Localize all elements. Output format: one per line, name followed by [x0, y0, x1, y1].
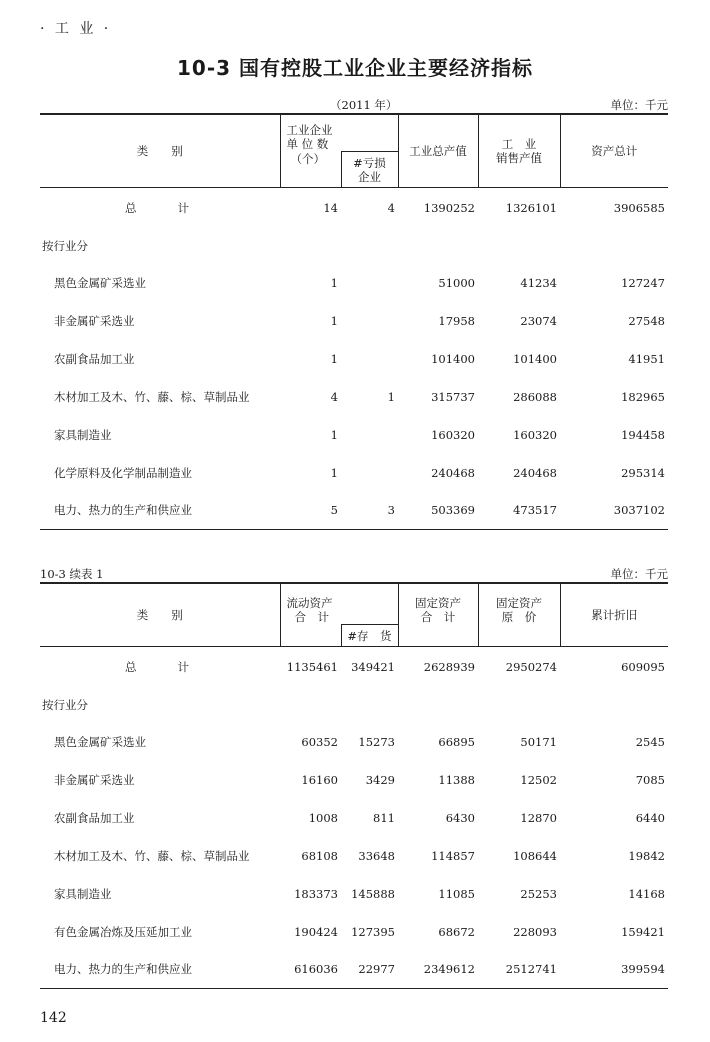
t2-fixed_orig-cell: 12502 [520, 772, 557, 787]
t2-current-cell: 190424 [294, 924, 338, 939]
unit-label: 单位：千元 [610, 98, 668, 112]
t1-gross-cell: 315737 [431, 389, 475, 404]
t1-sales-cell: 473517 [478, 492, 560, 530]
t1-loss-cell [341, 340, 398, 378]
group-row-2 [40, 687, 668, 723]
header-sales-output [478, 114, 560, 188]
page-title: 10-3 国有控股工业企业主要经济指标 [176, 56, 533, 80]
t2-depr-cell: 2545 [635, 734, 665, 749]
industry-name: 木材加工及木、竹、藤、棕、草制品业 [54, 389, 250, 404]
total-row-2 [40, 647, 668, 687]
table-row [40, 416, 668, 454]
t2-fixed_orig-cell: 2512741 [478, 951, 560, 989]
t2-inventory-cell: 22977 [341, 951, 398, 989]
t1-units-cell: 1 [330, 351, 338, 366]
total-inventory: 349421 [351, 659, 395, 674]
t1-units-cell: 1 [330, 427, 338, 442]
continuation-caption: 10-3 续表 1 [40, 567, 104, 581]
t1-loss-cell [341, 454, 398, 492]
header-fixed-total [398, 583, 478, 647]
t2-depr-cell: 6440 [635, 810, 665, 825]
header-fixed-original [478, 583, 560, 647]
industry-name: 电力、热力的生产和供应业 [40, 492, 280, 530]
header-loss-line1: #亏损 [353, 155, 386, 170]
table-row [40, 837, 668, 875]
header-inventory: #存 货 [341, 625, 398, 647]
group-row [40, 228, 668, 264]
industry-name: 木材加工及木、竹、藤、棕、草制品业 [54, 848, 250, 863]
t2-inventory-cell: 127395 [351, 924, 395, 939]
header-depreciation: 累计折旧 [560, 583, 668, 647]
total-row [40, 188, 668, 228]
industry-name: 家具制造业 [54, 886, 112, 901]
t1-assets-cell: 27548 [628, 313, 665, 328]
t2-depr-cell: 19842 [628, 848, 665, 863]
t1-loss-cell: 1 [387, 389, 395, 404]
total-loss: 4 [387, 200, 395, 215]
table-row [40, 340, 668, 378]
t2-fixed_orig-cell: 228093 [513, 924, 557, 939]
industry-name: 有色金属冶炼及压延加工业 [54, 924, 192, 939]
header-fixed-orig-line2: 原 价 [501, 610, 537, 624]
industry-name: 家具制造业 [54, 427, 112, 442]
t2-fixed_orig-cell: 50171 [520, 734, 557, 749]
total-fixed-total: 2628939 [423, 659, 475, 674]
t2-current-cell: 68108 [301, 848, 338, 863]
t1-sales-cell: 101400 [513, 351, 557, 366]
industry-name: 化学原料及化学制品制造业 [54, 465, 192, 480]
t2-depr-cell: 159421 [621, 924, 665, 939]
header-fixed-total-line2: 合 计 [420, 610, 456, 624]
t1-assets-cell: 41951 [628, 351, 665, 366]
group-label-2: 按行业分 [42, 697, 88, 712]
t1-assets-cell: 3037102 [560, 492, 668, 530]
t1-gross-cell: 503369 [398, 492, 478, 530]
continuation-table [40, 582, 668, 989]
table-row [40, 264, 668, 302]
t2-fixed_total-cell: 68672 [438, 924, 475, 939]
t2-depr-cell: 14168 [628, 886, 665, 901]
header-category: 类 别 [40, 114, 280, 188]
t2-fixed_total-cell: 11388 [438, 772, 475, 787]
total-units: 14 [323, 200, 338, 215]
t2-fixed_orig-cell: 108644 [513, 848, 557, 863]
industry-name: 非金属矿采选业 [54, 772, 135, 787]
t1-assets-cell: 182965 [621, 389, 665, 404]
t1-loss-cell [341, 416, 398, 454]
industry-name: 黑色金属矿采选业 [54, 734, 146, 749]
table-row [40, 492, 668, 530]
group-label: 按行业分 [42, 238, 88, 253]
unit-label-2: 单位：千元 [610, 567, 668, 581]
table-row [40, 723, 668, 761]
table-row [40, 951, 668, 989]
t2-depr-cell: 7085 [635, 772, 665, 787]
header-current-assets [280, 583, 398, 625]
t2-current-cell: 616036 [280, 951, 341, 989]
t1-units-cell: 4 [330, 389, 338, 404]
t1-gross-cell: 240468 [431, 465, 475, 480]
t2-fixed_orig-cell: 25253 [520, 886, 557, 901]
t1-units-cell: 1 [330, 313, 338, 328]
t2-inventory-cell: 3429 [365, 772, 395, 787]
t2-current-cell: 60352 [301, 734, 338, 749]
header-total-assets: 资产总计 [560, 114, 668, 188]
header-current-spacer [280, 625, 341, 647]
t1-sales-cell: 160320 [513, 427, 557, 442]
t1-gross-cell: 17958 [438, 313, 475, 328]
header-loss-line2: 企业 [358, 169, 381, 184]
table-row [40, 875, 668, 913]
total-fixed-original: 2950274 [505, 659, 557, 674]
header-sales-line1: 工 业 [501, 137, 537, 151]
total-label-2: 总 计 [125, 659, 195, 674]
total-gross: 1390252 [423, 200, 475, 215]
header-fixed-total-line1: 固定资产 [415, 596, 461, 610]
t1-assets-cell: 127247 [621, 275, 665, 290]
t1-assets-cell: 295314 [621, 465, 665, 480]
total-assets: 3906585 [613, 200, 665, 215]
header-sales-line2: 销售产值 [496, 151, 542, 165]
year-note: （2011 年） [330, 98, 398, 112]
industry-name: 电力、热力的生产和供应业 [40, 951, 280, 989]
header-loss-enterprises [341, 152, 398, 188]
t2-depr-cell: 399594 [560, 951, 668, 989]
industry-name: 非金属矿采选业 [54, 313, 135, 328]
header-units [280, 114, 398, 152]
t2-current-cell: 1008 [308, 810, 338, 825]
t2-fixed_total-cell: 11085 [438, 886, 475, 901]
t2-fixed_total-cell: 66895 [438, 734, 475, 749]
t1-units-cell: 1 [330, 275, 338, 290]
table-row [40, 378, 668, 416]
t2-current-cell: 16160 [301, 772, 338, 787]
header-current-line1: 流动资产 [286, 596, 333, 610]
industry-name: 黑色金属矿采选业 [54, 275, 146, 290]
t1-gross-cell: 160320 [431, 427, 475, 442]
section-header: · 工 业 · [40, 21, 112, 37]
t2-fixed_total-cell: 114857 [431, 848, 475, 863]
header-gross-output: 工业总产值 [398, 114, 478, 188]
page-number: 142 [40, 1010, 67, 1026]
t1-units-cell: 1 [330, 465, 338, 480]
t1-gross-cell: 51000 [438, 275, 475, 290]
industry-name: 农副食品加工业 [54, 351, 135, 366]
t1-loss-cell [341, 302, 398, 340]
t1-assets-cell: 194458 [621, 427, 665, 442]
t1-loss-cell: 3 [341, 492, 398, 530]
header-fixed-orig-line1: 固定资产 [496, 596, 542, 610]
table-row [40, 761, 668, 799]
t1-gross-cell: 101400 [431, 351, 475, 366]
header-units-line1: 工业企业 [286, 123, 333, 137]
t2-inventory-cell: 33648 [358, 848, 395, 863]
industry-name: 农副食品加工业 [54, 810, 135, 825]
t1-units-cell: 5 [280, 492, 341, 530]
t2-fixed_total-cell: 2349612 [398, 951, 478, 989]
table-row [40, 302, 668, 340]
header-units-line3: （个） [280, 152, 341, 188]
table-row [40, 913, 668, 951]
t2-inventory-cell: 145888 [351, 886, 395, 901]
t1-sales-cell: 286088 [513, 389, 557, 404]
header-category-2: 类 别 [40, 583, 280, 647]
header-units-line2: 单 位 数 [286, 137, 329, 151]
total-sales: 1326101 [505, 200, 557, 215]
main-indicators-table [40, 113, 668, 530]
t2-fixed_orig-cell: 12870 [520, 810, 557, 825]
t2-fixed_total-cell: 6430 [445, 810, 475, 825]
header-current-line2: 合 计 [294, 610, 329, 624]
t1-loss-cell [341, 264, 398, 302]
t2-inventory-cell: 15273 [358, 734, 395, 749]
total-depreciation: 609095 [621, 659, 665, 674]
t1-sales-cell: 41234 [520, 275, 557, 290]
total-current: 1135461 [286, 659, 338, 674]
table-row [40, 454, 668, 492]
t1-sales-cell: 240468 [513, 465, 557, 480]
t2-inventory-cell: 811 [373, 810, 395, 825]
t2-current-cell: 183373 [294, 886, 338, 901]
table-row [40, 799, 668, 837]
t1-sales-cell: 23074 [520, 313, 557, 328]
total-label: 总 计 [125, 200, 195, 215]
